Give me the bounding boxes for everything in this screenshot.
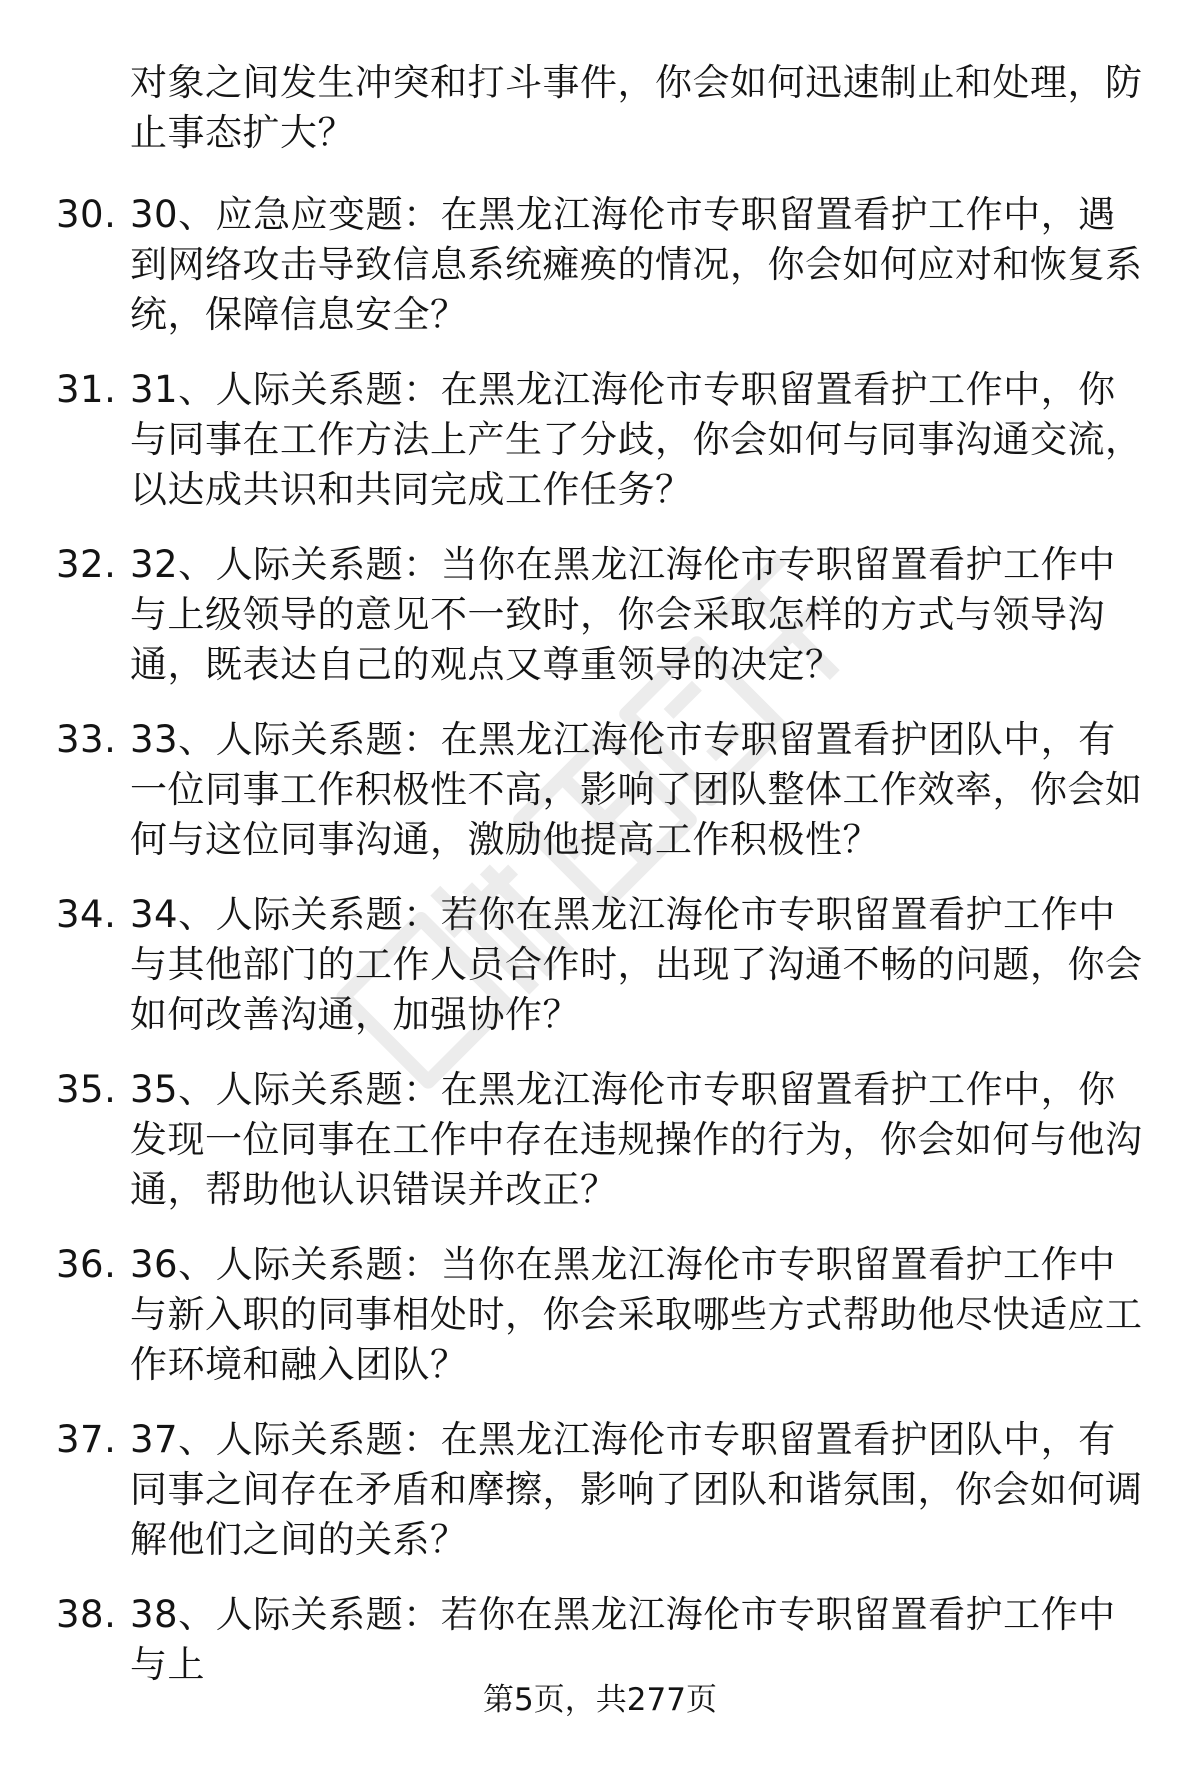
list-item-number: 38. — [56, 1593, 117, 1636]
list-item-number: 32. — [56, 543, 117, 586]
list-item-text: 38、人际关系题：若你在黑龙江海伦市专职留置看护工作中与上 — [130, 1593, 1116, 1686]
list-item — [0, 190, 1200, 365]
list-item — [0, 890, 1200, 1065]
list-item-text: 33、人际关系题：在黑龙江海伦市专职留置看护团队中，有一位同事工作积极性不高，影响了团队整体工作效率，你会如何与这位同事沟通，激励他提高工作积极性？ — [130, 718, 1143, 861]
list-item-text: 36、人际关系题：当你在黑龙江海伦市专职留置看护工作中与新入职的同事相处时，你会采取哪些方式帮助他尽快适应工作环境和融入团队？ — [130, 1243, 1143, 1386]
list-item-number: 31. — [56, 368, 117, 411]
continuation-paragraph: 对象之间发生冲突和打斗事件，你会如何迅速制止和处理，防止事态扩大？ — [130, 61, 1143, 154]
question-list — [0, 190, 1200, 1765]
list-item — [0, 1415, 1200, 1590]
list-item — [0, 1240, 1200, 1415]
list-item-text: 31、人际关系题：在黑龙江海伦市专职留置看护工作中，你与同事在工作方法上产生了分歧，你会如何与同事沟通交流，以达成共识和共同完成工作任务？ — [130, 368, 1143, 511]
list-item — [0, 1065, 1200, 1240]
list-item-number: 30. — [56, 193, 117, 236]
list-item — [0, 540, 1200, 715]
list-item-number: 36. — [56, 1243, 117, 1286]
list-item-number: 35. — [56, 1068, 117, 1111]
list-item-text: 34、人际关系题：若你在黑龙江海伦市专职留置看护工作中与其他部门的工作人员合作时，出现了沟通不畅的问题，你会如何改善沟通，加强协作？ — [130, 893, 1143, 1036]
list-item — [0, 715, 1200, 890]
page-footer: 第5页，共277页 — [483, 1682, 717, 1718]
list-item-text: 30、应急应变题：在黑龙江海伦市专职留置看护工作中，遇到网络攻击导致信息系统瘫痪的情况，你会如何应对和恢复系统，保障信息安全？ — [130, 193, 1143, 336]
list-item-text: 37、人际关系题：在黑龙江海伦市专职留置看护团队中，有同事之间存在矛盾和摩擦，影响了团队和谐氛围，你会如何调解他们之间的关系？ — [130, 1418, 1143, 1561]
list-item-number: 33. — [56, 718, 117, 761]
list-item — [0, 1590, 1200, 1765]
list-item-text: 35、人际关系题：在黑龙江海伦市专职留置看护工作中，你发现一位同事在工作中存在违规操作的行为，你会如何与他沟通，帮助他认识错误并改正？ — [130, 1068, 1143, 1211]
list-item-number: 37. — [56, 1418, 117, 1461]
list-item-number: 34. — [56, 893, 117, 936]
list-item — [0, 365, 1200, 540]
list-item-text: 32、人际关系题：当你在黑龙江海伦市专职留置看护工作中与上级领导的意见不一致时，你会采取怎样的方式与领导沟通，既表达自己的观点又尊重领导的决定？ — [130, 543, 1116, 686]
